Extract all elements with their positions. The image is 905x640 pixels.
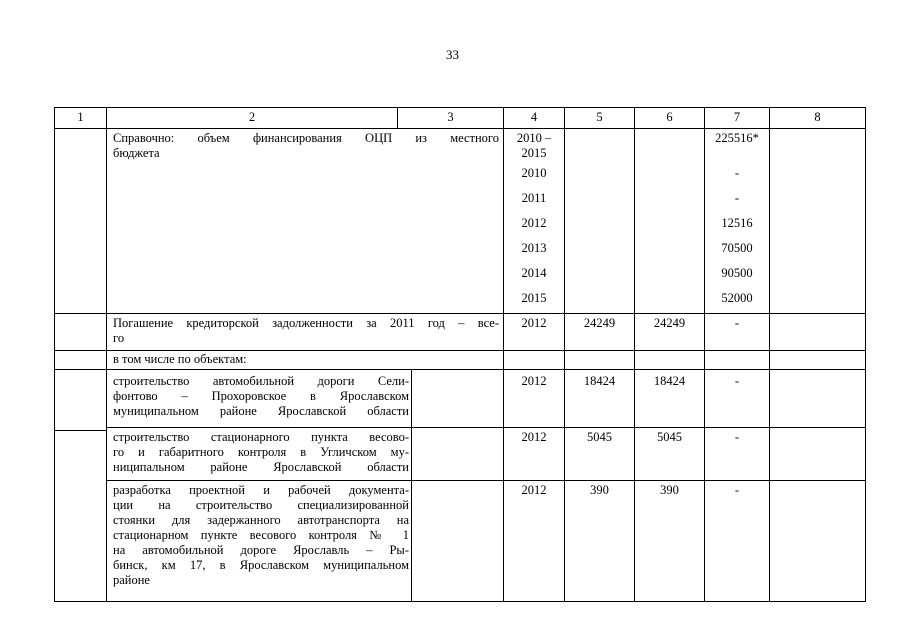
station-text-line: ниципальном районе Ярославской области bbox=[113, 460, 409, 474]
header-col-4: 4 bbox=[530, 110, 538, 124]
station-col6: 5045 bbox=[657, 430, 682, 444]
reference-amount: 70500 bbox=[721, 241, 753, 255]
reference-year: 2012 bbox=[521, 216, 547, 230]
station-col7: - bbox=[734, 430, 740, 444]
station-year: 2012 bbox=[521, 430, 547, 444]
design-text-line: ции на строительство специализированной bbox=[113, 498, 409, 512]
reference-text-line2: бюджета bbox=[113, 146, 160, 160]
design-text-line: на автомобильной дороге Ярославль – Ры- bbox=[113, 543, 409, 557]
header-col-1: 1 bbox=[77, 110, 84, 124]
reference-period-total: 225516* bbox=[715, 131, 759, 145]
header-col-2: 2 bbox=[248, 110, 256, 124]
design-year: 2012 bbox=[521, 483, 547, 497]
reference-year: 2010 bbox=[521, 166, 547, 180]
reference-year: 2014 bbox=[521, 266, 547, 280]
road-text-line: фонтово – Прохоровское в Ярославском bbox=[113, 389, 409, 403]
by-objects-label: в том числе по объектам: bbox=[113, 352, 247, 366]
design-text-line: стоянки для задержанного автотранспорта на bbox=[113, 513, 409, 527]
reference-amount: - bbox=[734, 191, 740, 205]
debt-col7: - bbox=[734, 316, 740, 330]
debt-col6: 24249 bbox=[653, 316, 686, 330]
road-col7: - bbox=[734, 374, 740, 388]
design-col6: 390 bbox=[660, 483, 679, 497]
header-col-6: 6 bbox=[666, 110, 673, 124]
design-col5: 390 bbox=[590, 483, 609, 497]
header-col-8: 8 bbox=[814, 110, 821, 124]
header-col-3: 3 bbox=[447, 110, 454, 124]
design-text-line: районе bbox=[113, 573, 150, 587]
debt-col5: 24249 bbox=[583, 316, 616, 330]
debt-year: 2012 bbox=[521, 316, 547, 330]
design-text-line: бинск, км 17, в Ярославском муниципальном bbox=[113, 558, 409, 572]
road-text-line: строительство автомобильной дороги Сели- bbox=[113, 374, 409, 388]
road-col5: 18424 bbox=[583, 374, 616, 388]
debt-text-line1: Погашение кредиторской задолженности за 2011 год – все- bbox=[113, 316, 499, 330]
road-text-line: муниципальном районе Ярославской области bbox=[113, 404, 409, 418]
reference-period-line1: 2010 – bbox=[516, 131, 552, 145]
reference-amount: 52000 bbox=[721, 291, 753, 305]
reference-year: 2011 bbox=[521, 191, 547, 205]
station-text-line: строительство стационарного пункта весово- bbox=[113, 430, 409, 444]
reference-amount: 12516 bbox=[721, 216, 753, 230]
header-col-5: 5 bbox=[596, 110, 603, 124]
reference-amount: 90500 bbox=[721, 266, 753, 280]
header-col-7: 7 bbox=[733, 110, 741, 124]
page-number: 33 bbox=[446, 47, 459, 62]
reference-text-line1: Справочно: объем финансирования ОЦП из местного bbox=[113, 131, 499, 145]
design-text-line: стационарном пункте весового контроля № 1 bbox=[113, 528, 409, 542]
reference-period-line2: 2015 bbox=[521, 146, 547, 160]
station-text-line: го и габаритного контроля в Угличском му- bbox=[113, 445, 409, 459]
reference-year: 2013 bbox=[521, 241, 547, 255]
reference-amount: - bbox=[734, 166, 740, 180]
reference-year: 2015 bbox=[521, 291, 547, 305]
design-text-line: разработка проектной и рабочей документа- bbox=[113, 483, 409, 497]
road-col6: 18424 bbox=[653, 374, 686, 388]
road-year: 2012 bbox=[521, 374, 547, 388]
station-col5: 5045 bbox=[587, 430, 612, 444]
design-col7: - bbox=[734, 483, 740, 497]
debt-text-line2: го bbox=[113, 331, 125, 345]
